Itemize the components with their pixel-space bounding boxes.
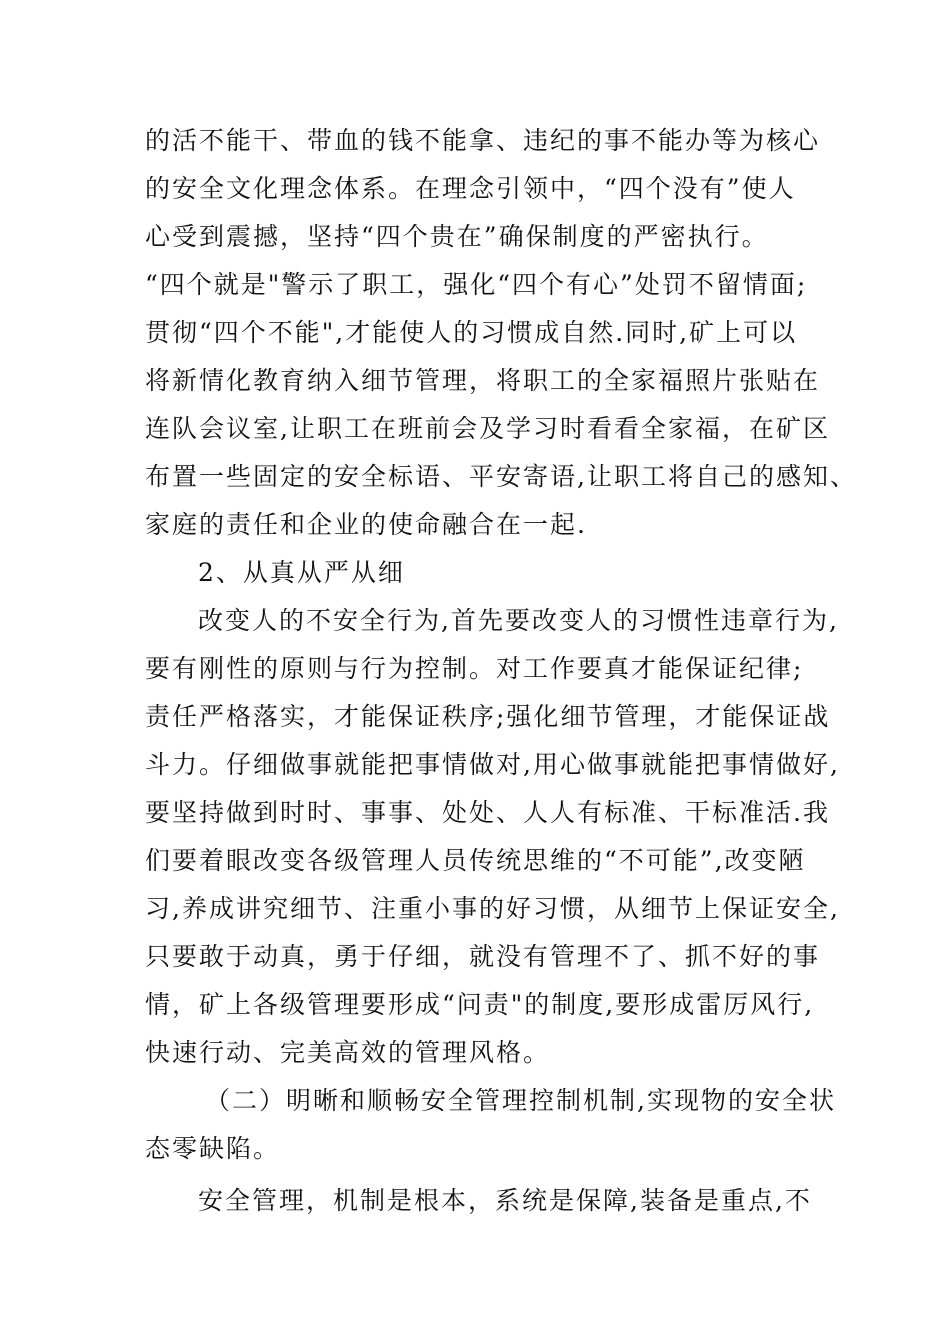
- section-heading: 2、从真从严从细: [198, 558, 405, 587]
- text-line: 态零缺陷。: [145, 1134, 281, 1163]
- text-line: 习,养成讲究细节、注重小事的好习惯，从细节上保证安全,: [145, 894, 840, 923]
- text-line: 贯彻“四个不能",才能使人的习惯成自然.同时,矿上可以: [145, 318, 798, 347]
- text-line: “四个就是"警示了职工，强化“四个有心”处罚不留情面;: [145, 270, 808, 299]
- text-line: 的活不能干、带血的钱不能拿、违纪的事不能办等为核心: [145, 126, 821, 155]
- text-line: 布置一些固定的安全标语、平安寄语,让职工将自己的感知、: [145, 462, 857, 491]
- paragraph-start: 安全管理，机制是根本，系统是保障,装备是重点,不: [198, 1186, 812, 1215]
- text-line: 快速行动、完美高效的管理风格。: [145, 1038, 551, 1067]
- text-line: 家庭的责任和企业的使命融合在一起.: [145, 510, 587, 539]
- text-line: 们要着眼改变各级管理人员传统思维的“不可能”,改变陋: [145, 846, 806, 875]
- text-line: 只要敢于动真，勇于仔细，就没有管理不了、抓不好的事: [145, 942, 821, 971]
- text-line: 情，矿上各级管理要形成“问责"的制度,要形成雷厉风行,: [145, 990, 815, 1019]
- text-line: 责任严格落实，才能保证秩序;强化细节管理，才能保证战: [145, 702, 831, 731]
- text-line: 连队会议室,让职工在班前会及学习时看看全家福，在矿区: [145, 414, 830, 443]
- text-line: 要有刚性的原则与行为控制。对工作要真才能保证纪律;: [145, 654, 804, 683]
- text-line: 心受到震撼，坚持“四个贵在”确保制度的严密执行。: [145, 222, 769, 251]
- text-line: 要坚持做到时时、事事、处处、人人有标准、干标准活.我: [145, 798, 830, 827]
- paragraph-start: 改变人的不安全行为,首先要改变人的习惯性违章行为,: [198, 606, 839, 635]
- text-line: 的安全文化理念体系。在理念引领中，“四个没有”使人: [145, 174, 796, 203]
- section-heading: （二）明晰和顺畅安全管理控制机制,实现物的安全状: [205, 1086, 836, 1115]
- text-line: 将新情化教育纳入细节管理，将职工的全家福照片张贴在: [145, 366, 821, 395]
- text-line: 斗力。仔细做事就能把事情做对,用心做事就能把事情做好,: [145, 750, 840, 779]
